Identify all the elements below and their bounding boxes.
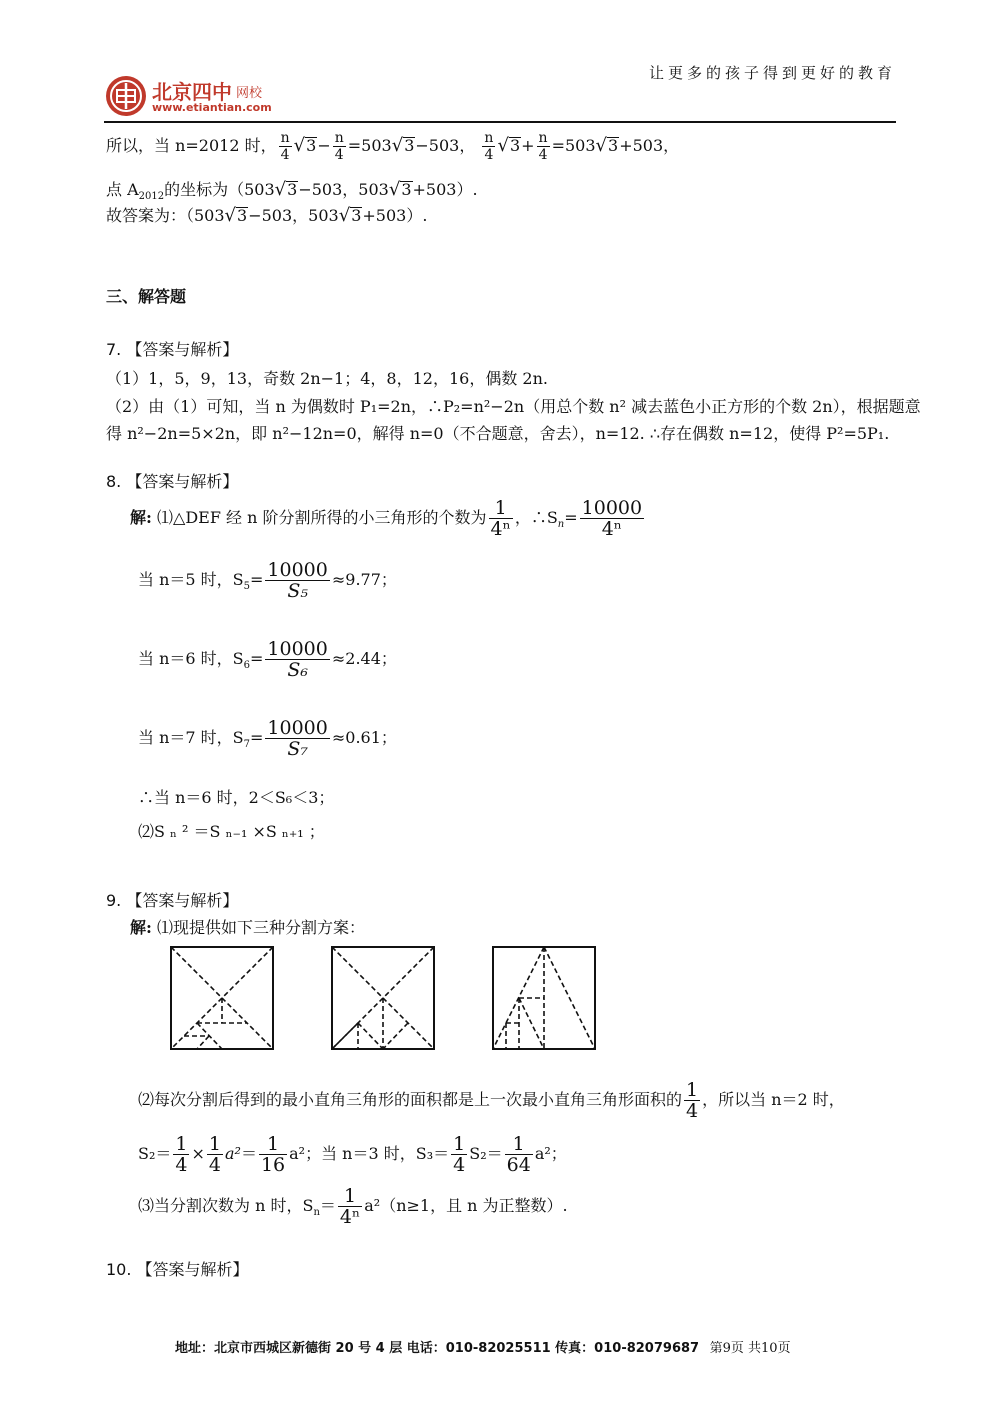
frac-1-4 [207, 1134, 223, 1175]
frac-den: 4 [686, 1100, 699, 1122]
sub: 6 [243, 660, 250, 672]
q9-p2-a: ⑵每次分割后得到的最小直角三角形的面积都是上一次最小直角三角形面积的 [138, 1090, 683, 1109]
frac-num: n [280, 130, 290, 146]
frac-num: 10000 [267, 638, 328, 660]
row-pre: 当 n＝6 时，S [138, 649, 244, 668]
footer [175, 1337, 791, 1356]
header-rule [104, 121, 896, 123]
sub: 7 [243, 739, 250, 751]
frac-den: S₅ [287, 580, 308, 602]
sub: n [313, 1207, 320, 1219]
sqrt-icon: √ [338, 205, 351, 226]
op: = [564, 508, 578, 527]
sub: 2012 [138, 191, 165, 203]
frac-10000-s [265, 718, 329, 759]
q6-l1-pre: 所以，当 n=2012 时， [106, 136, 277, 155]
frac-den: 4 [334, 147, 344, 163]
frac-den: 4 [484, 147, 494, 163]
q9-line-1 [130, 918, 365, 938]
val: =503 [347, 136, 392, 155]
row-pre: 当 n＝5 时，S [138, 570, 244, 589]
frac-num: 1 [505, 1134, 533, 1155]
a-squared: a² [224, 1144, 241, 1163]
frac-den: 4 [453, 1154, 466, 1176]
partition-diagram-2 [331, 946, 435, 1050]
sqrt-icon: √ [293, 135, 306, 156]
q9-s2-mid: a²；当 n＝3 时，S₃＝ [289, 1144, 450, 1163]
frac-10000-4n [580, 498, 644, 539]
q8-row-6 [138, 639, 397, 680]
q8-part-2: ⑵S ₙ ² ＝S ₙ₋₁ ×S ₙ₊₁ ； [138, 822, 325, 841]
q8-conclusion: ∴当 n＝6 时，2＜S₆＜3； [138, 788, 335, 807]
q6-line-2 [106, 180, 478, 207]
q8-line-1 [130, 498, 646, 539]
frac-1-4 [451, 1134, 467, 1175]
frac-num: 1 [338, 1186, 362, 1207]
partition-diagram-3 [492, 946, 596, 1050]
q9-part-2-line-2: S₂＝ $\frac{1}{4}$ × $\frac{1}{4}$ a²＝ $\frac{1}{16}$ a²；当 n＝3 时，S₃＝ $\frac{1}{4}$ S₂＝ $\frac{1}{64}$ a²； [138, 1133, 567, 1176]
sqrt-arg: 3 [608, 136, 619, 155]
q8-l1-a: ⑴△DEF 经 n 阶分割所得的小三角形的个数为 [157, 508, 487, 527]
q9-p3-b: a²（n≥1，且 n 为正整数）. [364, 1196, 568, 1215]
op: = [250, 570, 264, 589]
frac-num: n [484, 130, 494, 146]
frac-den: 4 [538, 147, 548, 163]
frac-den: 4ⁿ [339, 1206, 361, 1228]
frac-den: S₆ [287, 659, 308, 681]
q10-heading: 10. 【答案与解析】 [106, 1260, 249, 1279]
frac-n-4 [279, 130, 292, 163]
q9-part-2-line-1 [138, 1080, 845, 1121]
q6-line-3 [106, 206, 427, 226]
q9-s2-pre: S₂＝ [138, 1144, 172, 1163]
frac-1-4 [684, 1080, 700, 1121]
sub: 5 [243, 581, 250, 593]
q7-para-2: （2）由（1）可知，当 n 为偶数时 P₁=2n，∴P₂=n²−2n（用总个数 n² 减去蓝色小正方形的个数 2n），根据题意 [106, 397, 921, 416]
q9-l1: ⑴现提供如下三种分割方案： [157, 918, 366, 937]
jie-label: 解: [130, 508, 152, 527]
section-title: 三、解答题 [106, 287, 187, 306]
frac-n-4 [333, 130, 346, 163]
q6-l3-pre: 故答案为：（503 [106, 206, 225, 225]
frac-den: 4 [208, 1154, 221, 1176]
frac-1-4n [489, 498, 513, 539]
frac-1-64 [505, 1134, 533, 1175]
frac-num: 1 [453, 1133, 466, 1155]
frac-num: n [538, 130, 548, 146]
sqrt-arg: 3 [237, 206, 248, 225]
q8-row-7 [138, 718, 397, 759]
q9-heading: 9. 【答案与解析】 [106, 891, 239, 910]
val: =503 [551, 136, 596, 155]
sqrt-icon: √ [274, 179, 287, 200]
sqrt-arg: 3 [306, 136, 317, 155]
frac-den: 16 [260, 1154, 286, 1176]
op: × [191, 1144, 205, 1163]
q8-l1-b: ，∴S [514, 508, 558, 527]
frac-num: 1 [175, 1133, 188, 1155]
sqrt-icon: √ [497, 135, 509, 156]
frac-n-4 [482, 130, 495, 163]
header-slogan: 让更多的孩子得到更好的教育 [648, 64, 896, 82]
logo-sub: 网校 [236, 86, 263, 101]
q7-para-3: 得 n²−2n=5×2n，即 n²−12n=0，解得 n=0（不合题意，舍去），n=12. ∴存在偶数 n=12，使得 P²=5P₁. [106, 424, 890, 443]
sqrt-icon: √ [391, 135, 404, 156]
frac-1-16 [259, 1134, 287, 1175]
frac-num: 10000 [267, 717, 328, 739]
frac-den: S₇ [287, 738, 308, 760]
q9-p3-a: ⑶当分割次数为 n 时，S [138, 1196, 314, 1215]
logo-cn: 北京四中 [152, 80, 232, 104]
tail: −503， [415, 136, 476, 155]
logo [104, 74, 284, 118]
logo-url: www.etiantian.com [152, 101, 272, 114]
op: = [250, 728, 264, 747]
sqrt-icon: √ [595, 135, 607, 156]
row-pre: 当 n＝7 时，S [138, 728, 244, 747]
frac-num: 10000 [581, 497, 643, 519]
frac-num: 1 [208, 1133, 221, 1155]
tail: +503， [619, 136, 680, 155]
sqrt-arg: 3 [404, 136, 415, 155]
sqrt-icon: √ [224, 205, 237, 226]
frac-10000-s [265, 560, 329, 601]
q7-heading: 7. 【答案与解析】 [106, 340, 239, 359]
q6-l2-b: +503）. [412, 180, 478, 199]
logo-emblem-icon [104, 74, 148, 118]
q9-s3-mid: S₂＝ [469, 1144, 503, 1163]
frac-num: 1 [686, 1079, 699, 1101]
q8-row-5 [138, 560, 397, 601]
q6-l3-b: +503）. [362, 206, 428, 225]
q6-l2-pre: 点 A [106, 180, 139, 199]
sqrt-arg: 3 [351, 206, 362, 225]
sqrt-arg: 3 [509, 136, 521, 155]
sqrt-icon: √ [388, 179, 401, 200]
q7-para-1: （1）1，5，9，13，奇数 2n−1；4，8，12，16，偶数 2n. [106, 369, 548, 388]
frac-den: 64 [506, 1154, 531, 1176]
row-result: ≈2.44； [331, 649, 397, 668]
frac-1-4 [173, 1134, 189, 1175]
frac-1-4n [338, 1186, 362, 1227]
frac-den: 4ⁿ [490, 518, 511, 540]
frac-10000-s [265, 639, 329, 680]
sqrt-arg: 3 [401, 180, 412, 199]
frac-den: 4 [175, 1154, 188, 1176]
q6-l3-a: −503，503 [248, 206, 339, 225]
q6-l2-mid: 的坐标为（503 [164, 180, 275, 199]
frac-num: 1 [259, 1134, 287, 1155]
op: ＝ [319, 1196, 336, 1215]
q9-part-3 [138, 1186, 568, 1227]
q9-p2-b: ，所以当 n＝2 时， [702, 1090, 845, 1109]
footer-address: 地址：北京市西城区新德街 20 号 4 层 电话：010-82025511 传真：010-82079687 [175, 1341, 700, 1356]
q9-s3-end: a²； [534, 1144, 567, 1163]
q6-line-1 [106, 130, 679, 163]
frac-num: 10000 [267, 559, 328, 581]
sub: n [557, 519, 565, 531]
partition-diagram-1 [170, 946, 274, 1050]
op: + [521, 136, 535, 155]
frac-num: 1 [489, 498, 513, 519]
op: − [317, 136, 331, 155]
row-result: ≈0.61； [331, 728, 397, 747]
frac-num: n [334, 130, 344, 146]
op: = [250, 649, 264, 668]
frac-n-4 [537, 130, 550, 163]
frac-den: 4 [280, 147, 290, 163]
sqrt-arg: 3 [287, 180, 298, 199]
jie-label: 解: [130, 918, 152, 937]
footer-page: 第9页 共10页 [709, 1341, 791, 1356]
q6-l2-a: −503，503 [298, 180, 389, 199]
frac-den: 4ⁿ [601, 518, 623, 540]
q8-heading: 8. 【答案与解析】 [106, 472, 239, 491]
row-result: ≈9.77； [331, 570, 397, 589]
